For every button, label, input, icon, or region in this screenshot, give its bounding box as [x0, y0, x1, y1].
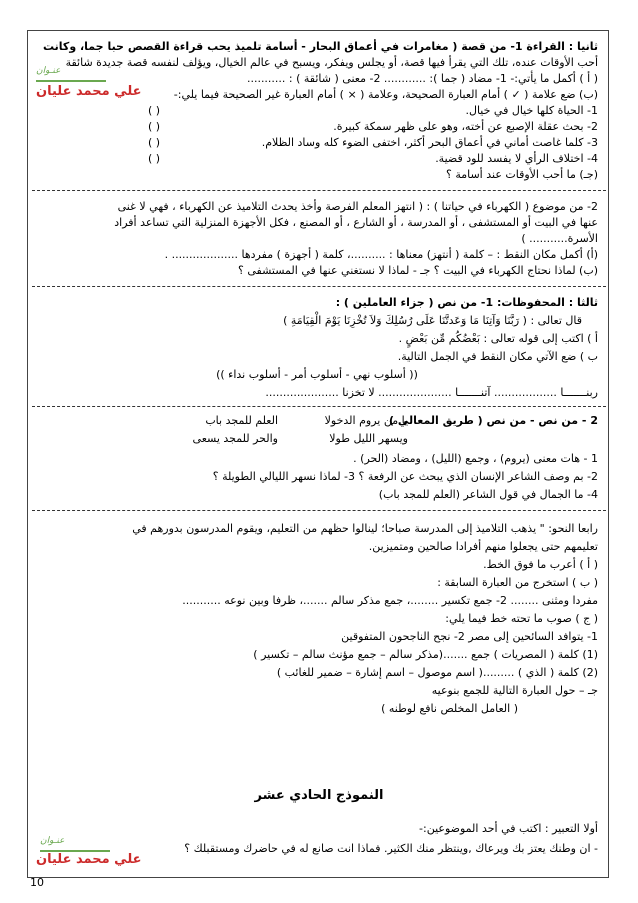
statement-1: 1- الحياة كلها خيال في خيال.	[465, 104, 598, 117]
answer-paren-4: ( )	[148, 152, 161, 165]
memorization-line-6: ربنـــــــا .................. آتنـــــــا ..................... لا تخزنا .....................	[265, 386, 598, 399]
reading-line-3: ( أ ) أكمل ما يأتي:- 1- مضاد ( جما ): ............ 2- معنى ( شائقة ) : ...........	[246, 72, 598, 85]
verse-1-second-half: يا من يروم الدخولا	[324, 414, 408, 427]
expression-topic: - ان وطنك يعتز بك ويرعاك ,وينتظر منك الكثير. فماذا انت صانع له في حاضرك ومستقبلك ؟	[184, 842, 598, 855]
grammar-line-4: ( ب ) استخرج من العبارة السابقة :	[437, 576, 598, 589]
section-divider	[32, 190, 606, 191]
statement-2: 2- بحث عقلة الإصبع عن أخته، وهو على ظهر سمكة كبيرة.	[333, 120, 598, 133]
watermark-name: علي محمد عليان	[36, 84, 142, 99]
reading-line-4: (ب) ضع علامة ( ✓ ) أمام العبارة الصحيحة، وعلامة ( × ) أمام العبارة غير الصحيحة فيما يلي:-	[173, 88, 598, 101]
poem-title: 2 - من نص - من نص ( طريق المعالي )	[389, 414, 598, 427]
watermark-underline	[36, 80, 106, 82]
grammar-line-5: مفردا ومثنى ........ 2- جمع تكسير ........، جمع مذكر سالم .......، ظرفا وبين نوعه ...........	[182, 594, 598, 607]
electricity-line-4: (أ) أكمل مكان النقط : – كلمة ( أنتهز) معناها : ..........، كلمة ( أجهزة ) مفردها ................... .	[164, 248, 598, 261]
grammar-line-6: ( ج ) صوب ما تحته خط فيما يلي:	[445, 612, 598, 625]
section-divider	[32, 286, 606, 287]
answer-paren-1: ( )	[148, 104, 161, 117]
statement-4: 4- اختلاف الرأي لا يفسد للود قضية.	[435, 152, 598, 165]
verse-2-second-half: ويسهر الليل طولا	[329, 432, 408, 445]
reading-title-line: ثانيا : القراءة 1- من قصة ( مغامرات في أعماق البحار - أسامة تلميذ يحب قراءة القصص حبا جما، وكانت	[43, 40, 598, 53]
model-title: النموذج الحادي عشر	[254, 788, 384, 803]
memorization-line-5: (( أسلوب نهي - أسلوب أمر - أسلوب نداء ))	[216, 368, 418, 381]
grammar-line-7: 1- يتوافد السائحين إلى مصر 2- نجح الناجحون المتفوقين	[341, 630, 598, 643]
electricity-line-1: 2- من موضوع ( الكهرباء في حياتنا ) : ( انتهز المعلم الفرصة وأخذ يحدث التلاميذ عن الكهرباء ، فهي لا غنى	[117, 200, 598, 213]
memorization-line-3: أ ) اكتب إلى قوله تعالى : بَعْضُكُم مِّن بَعْضٍ .	[398, 332, 598, 345]
grammar-line-11: ( العامل المخلص نافع لوطنه )	[381, 702, 518, 715]
electricity-line-2: عنها في البيت أو المستشفى ، أو المدرسة ، أو الشارع ، أو المصنع ، فكل الأجهزة المنزلية التي تساعد أفراد	[114, 216, 598, 229]
section-divider	[32, 510, 606, 511]
memorization-line-1: ثالثا : المحفوظات: 1- من نص ( جزاء العاملين ) :	[335, 296, 598, 309]
grammar-line-10: جـ – حول العبارة التالية للجمع بنوعيه	[431, 684, 598, 697]
section-divider	[32, 406, 606, 407]
expression-heading: أولا التعبير : اكتب في أحد الموضوعين:-	[419, 822, 598, 835]
memorization-line-4: ب ) ضع الآتي مكان النقط في الجمل التالية.	[397, 350, 598, 363]
memorization-verse-quote: قال تعالى : ( رَبَّنَا وَآتِنَا مَا وَعَدتَّنَا عَلَى رُسُلِكَ وَلاَ تُخْزِنَا يَوْمَ الْقِيَامَةِ )	[283, 314, 582, 327]
grammar-line-3: ( أ ) أعرب ما فوق الخط.	[483, 558, 598, 571]
grammar-line-2: تعليمهم حتى يجعلوا منهم أفرادا صالحين ومتميزين.	[368, 540, 598, 553]
poem-question-2-3: 2- بم وصف الشاعر الإنسان الذي يبحث عن الرفعة ؟ 3- لماذا نسهر الليالي الطويلة ؟	[212, 470, 598, 483]
answer-paren-2: ( )	[148, 120, 161, 133]
answer-paren-3: ( )	[148, 136, 161, 149]
verse-1-first-half: العلم للمجد باب	[205, 414, 278, 427]
watermark-name: علي محمد عليان	[36, 852, 142, 867]
statement-3: 3- كلما غاصت أماني في أعماق البحر أكثر، اختفى الضوء كله وساد الظلام.	[261, 136, 598, 149]
watermark-tag: عنـوان	[36, 66, 61, 76]
electricity-line-5: (ب) لماذا نحتاج الكهرباء في البيت ؟ جـ - لماذا لا نستغني عنها في المستشفى ؟	[238, 264, 598, 277]
watermark-tag: عنـوان	[40, 836, 65, 846]
grammar-line-1: رابعا النحو: " يذهب التلاميذ إلى المدرسة صباحا؛ لينالوا حظهم من التعليم، ويقوم المدرسون بدورهم في	[132, 522, 598, 535]
poem-question-1: 1 - هات معنى (يروم) ، وجمع (الليل) ، ومضاد (الحر) .	[353, 452, 598, 465]
page-number: 10	[30, 876, 44, 889]
reading-question-c: (جـ) ما أحب الأوقات عند أسامة ؟	[445, 168, 598, 181]
reading-line-2: أحب الأوقات عنده، تلك التي يقرأ فيها قصة، أو يجلس ويفكر، ويسبح في عالم الخيال، ويؤلف لنفسه قصة جديدة شائقة	[65, 56, 598, 69]
grammar-line-9: (2) كلمة ( الذي ) .........( اسم موصول – اسم إشارة – ضمير للغائب )	[276, 666, 598, 679]
electricity-line-3: الأسرة........... )	[521, 232, 598, 245]
grammar-line-8: (1) كلمة ( المصريات ) جمع .......(مذكر سالم – جمع مؤنث سالم – تكسير )	[253, 648, 598, 661]
verse-2-first-half: والحر للمجد يسعى	[192, 432, 278, 445]
poem-question-4: 4- ما الجمال في قول الشاعر (العلم للمجد باب)	[378, 488, 598, 501]
